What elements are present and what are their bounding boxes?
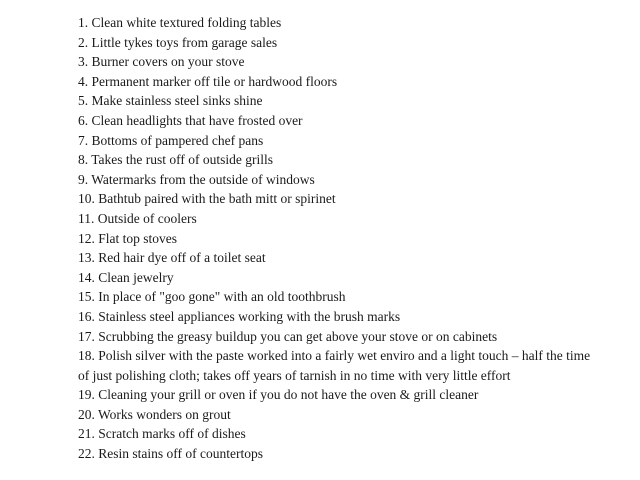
list-item: 1. Clean white textured folding tables xyxy=(78,15,282,30)
list-item: 21. Scratch marks off of dishes xyxy=(78,426,246,442)
list-item: 14. Clean jewelry xyxy=(78,269,174,285)
list-item: 6. Clean headlights that have frosted over xyxy=(78,112,303,128)
list-item: 5. Make stainless steel sinks shine xyxy=(78,93,263,109)
list-item: 13. Red hair dye off of a toilet seat xyxy=(78,250,266,266)
list-item: 17. Scrubbing the greasy buildup you can get above your stove or on cabinets xyxy=(78,328,498,344)
list-item: 20. Works wonders on grout xyxy=(78,406,231,422)
list-item: 15. In place of "goo gone" with an old toothbrush xyxy=(78,289,346,305)
list-item: 16. Stainless steel appliances working with the brush marks xyxy=(78,308,401,324)
list-item: 10. Bathtub paired with the bath mitt or spirinet xyxy=(78,191,336,207)
list-item: 12. Flat top stoves xyxy=(78,230,178,246)
list-item: 18. Polish silver with the paste worked into a fairly wet enviro and a light touch – half the time of just polishing cloth; takes off years of tarnish in no time with very little effort xyxy=(78,348,591,383)
list-item: 2. Little tykes toys from garage sales xyxy=(78,34,278,50)
list-item: 8. Takes the rust off of outside grills xyxy=(78,152,274,168)
list-item: 3. Burner covers on your stove xyxy=(78,54,245,70)
list-item: 22. Resin stains off of countertops xyxy=(78,446,263,462)
list-item: 9. Watermarks from the outside of windows xyxy=(78,171,315,187)
list-item: 19. Cleaning your grill or oven if you do not have the oven & grill cleaner xyxy=(78,387,479,403)
list-item: 4. Permanent marker off tile or hardwood floors xyxy=(78,73,338,89)
list-item: 11. Outside of coolers xyxy=(78,210,197,226)
cleaning-uses-list xyxy=(78,13,598,464)
list-item: 7. Bottoms of pampered chef pans xyxy=(78,132,264,148)
